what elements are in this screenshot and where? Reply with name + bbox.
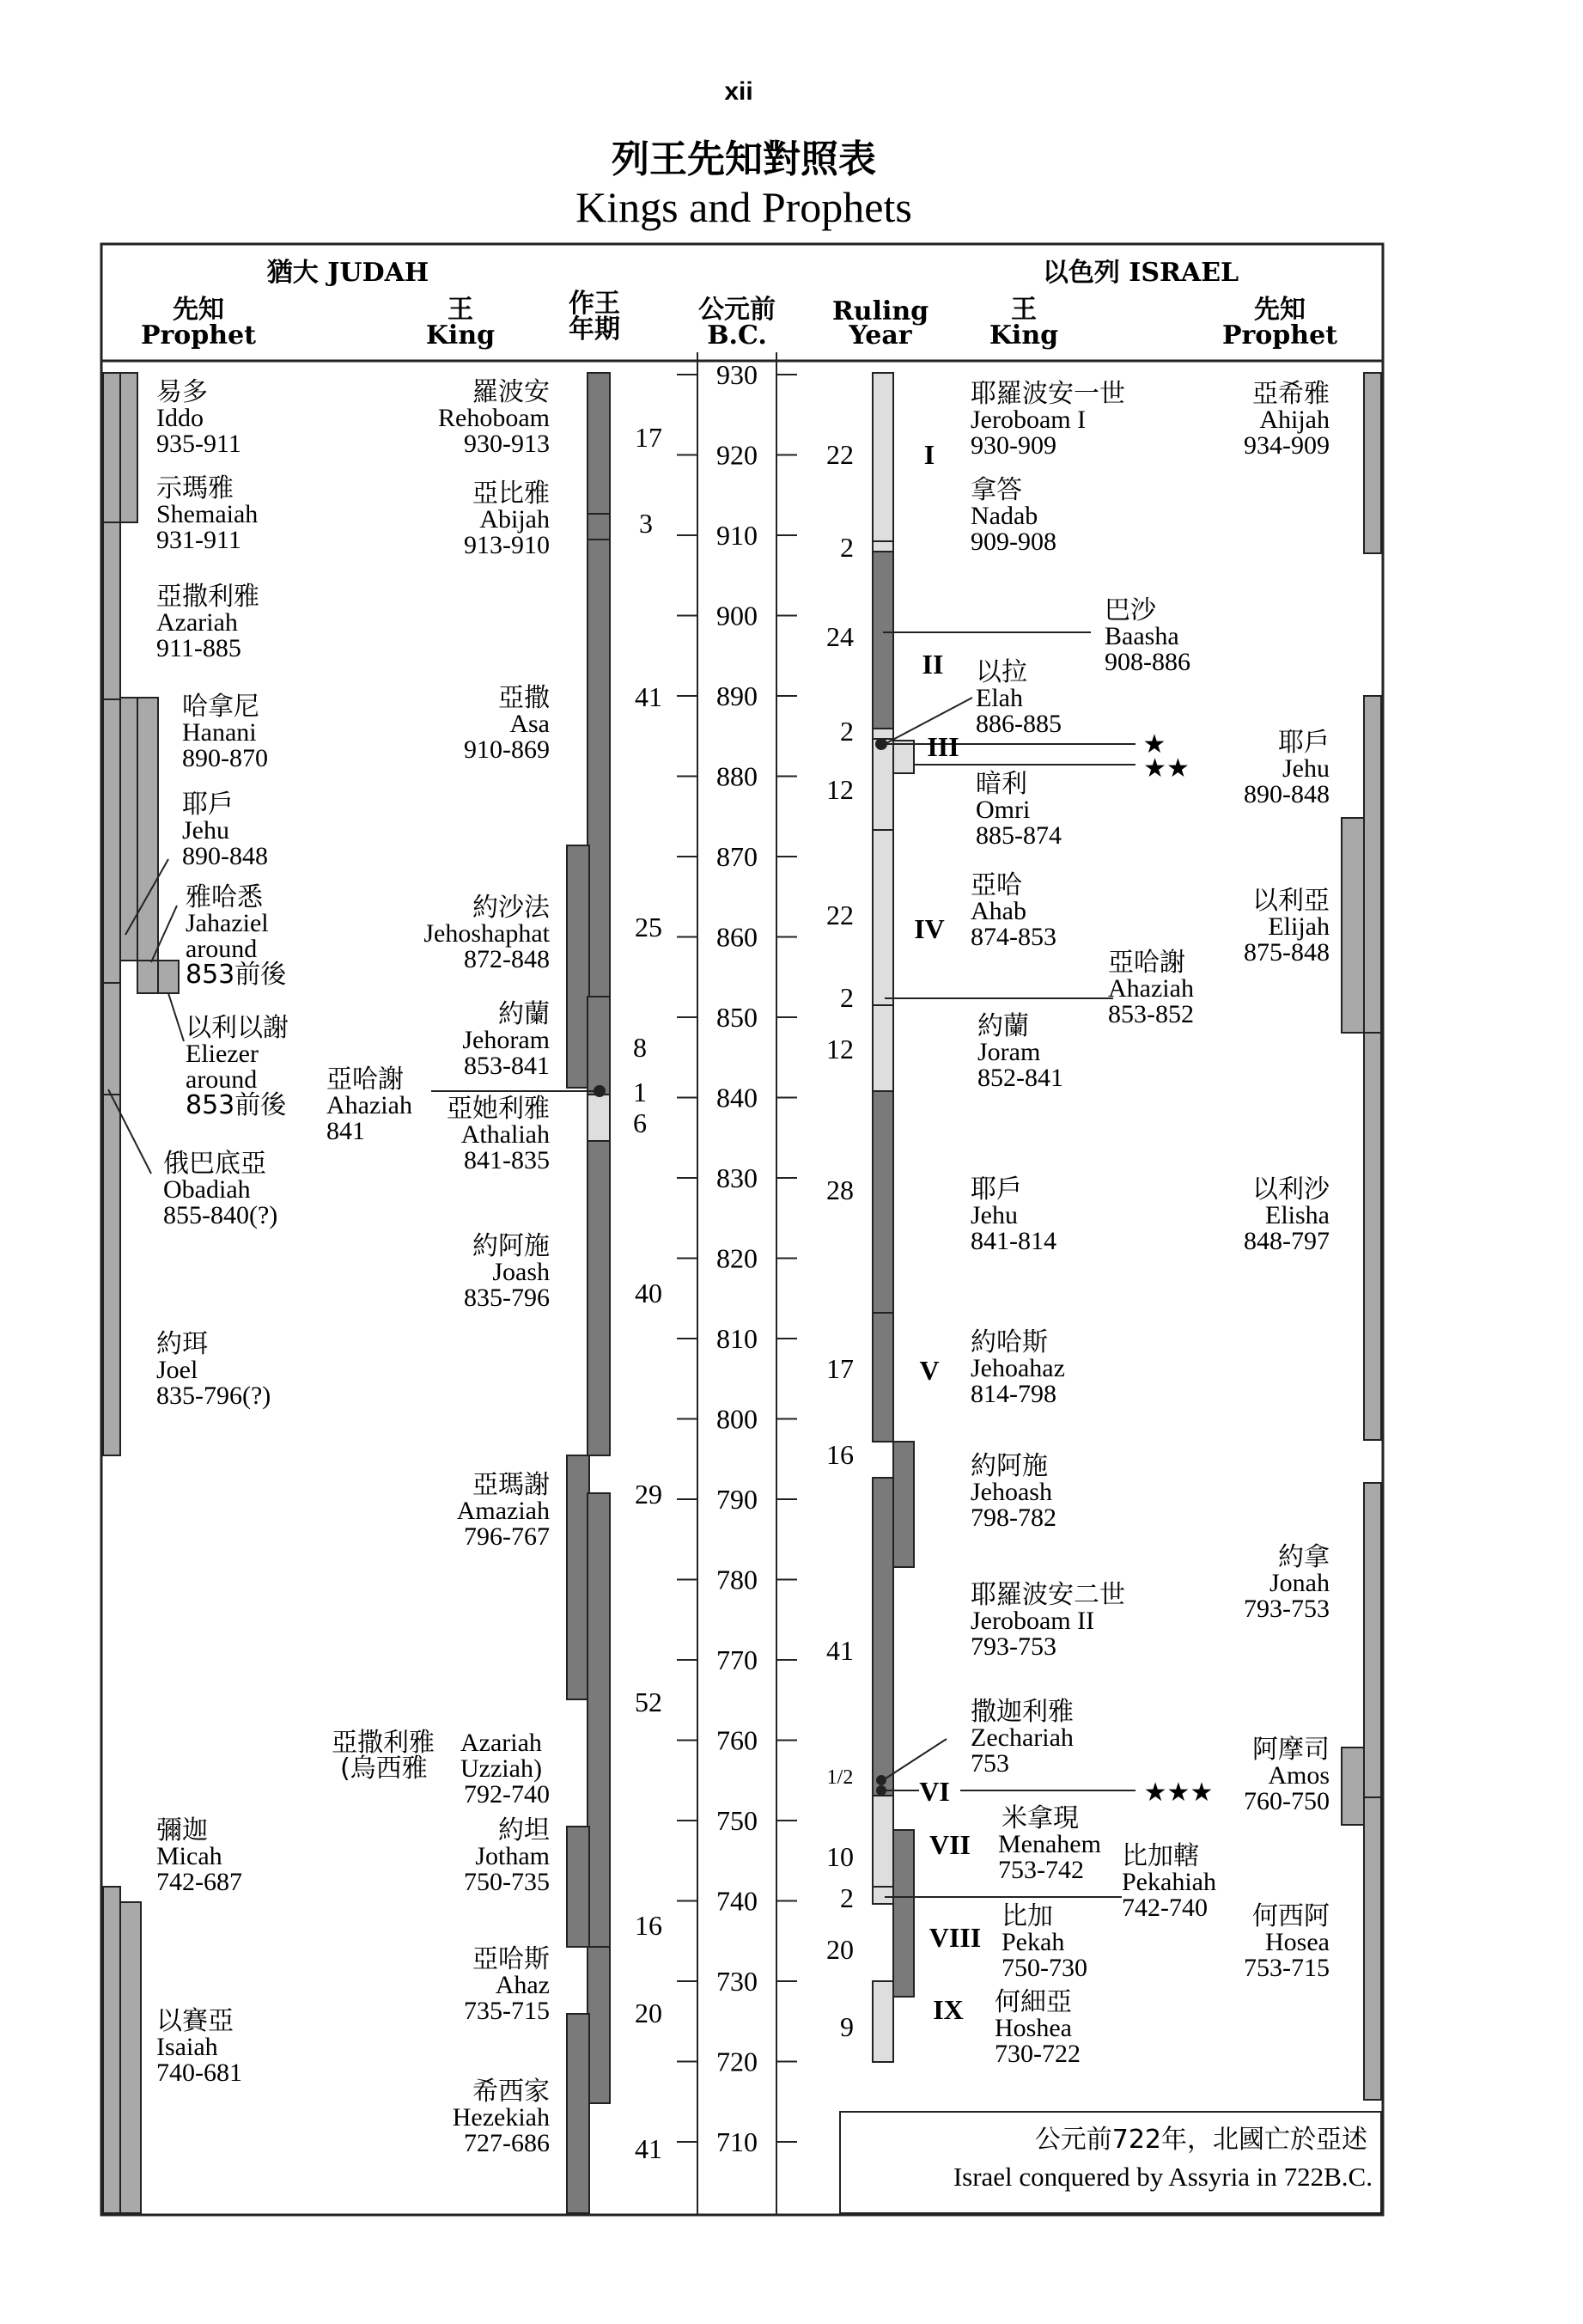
judah-king-header-en: King [425,320,496,351]
israel-king-jehoash: 約阿施 Jehoash 798-782 [971,1451,1056,1532]
israel-ruling-year: 2 [840,982,854,1013]
year-label: 820 [716,1242,758,1274]
israel-ruling-year: 17 [826,1353,854,1384]
israel-prophet-hosea: 何西阿 Hosea 753-715 [1244,1901,1330,1982]
year-label: 740 [716,1885,758,1917]
bc-header-zh: 公元前 [698,295,776,325]
year-label: 890 [716,680,758,711]
israel-prophet-header-en: Prophet [1221,320,1338,351]
dynasty-numeral: VII [928,1829,971,1860]
footer-note-en: Israel conquered by Assyria in 722B.C. [953,2162,1373,2192]
reign-header-2: 年期 [569,314,620,345]
dynasty-numeral: IX [933,1994,964,2025]
judah-header: 猶大 JUDAH [266,258,429,288]
year-label: 770 [716,1644,758,1675]
judah-prophet-isaiah: 以賽亞 Isaiah 740-681 [156,2006,242,2087]
judah-king-joash: 約阿施 Joash 835-796 [464,1231,550,1312]
year-label: 840 [716,1082,758,1113]
israel-king-baasha: 巴沙 Baasha 908-886 [1105,595,1190,676]
judah-king-hezekiah: 希西家 Hezekiah 727-686 [452,2077,550,2157]
star-1: ★ [1142,729,1166,759]
judah-prophet-eliezer: 以利以謝 Eliezer around 853前後 [186,1013,289,1120]
israel-king-bars [873,373,914,2062]
israel-prophet-bars [1342,373,1381,2100]
star-2: ★★ [1143,753,1190,784]
judah-king-uzziah-en: Uzziah) [460,1754,542,1783]
year-axis [697,352,776,2215]
dynasty-numeral: VIII [928,1922,982,1953]
israel-prophet-jehu: 耶戶 Jehu 890-848 [1244,728,1330,808]
israel-prophet-header-zh: 先知 [1254,295,1306,325]
israel-ruling-year: 24 [826,621,854,652]
israel-king-jehu: 耶戶 Jehu 841-814 [971,1174,1056,1255]
israel-ruling-year: 10 [826,1841,854,1872]
judah-king-azariah-en: Azariah [460,1729,542,1757]
year-label: 830 [716,1162,758,1193]
judah-king-uzziah-zh: (烏西雅 [340,1754,428,1784]
dynasty-numeral: IV [914,913,945,944]
judah-king-bars [567,373,610,2213]
judah-reign-year: 8 [633,1032,647,1063]
israel-king-jeroboam-ii: 耶羅波安二世 Jeroboam II 793-753 [971,1580,1125,1661]
year-label: 870 [716,841,758,872]
page-number: xii [724,77,753,106]
year-label: 880 [716,760,758,792]
year-label: 710 [716,2126,758,2157]
israel-ruling-year: 2 [840,532,854,563]
judah-prophet-hanani: 哈拿尼 Hanani 890-870 [182,692,268,772]
israel-king-ahab: 亞哈 Ahab 874-853 [971,870,1056,951]
year-label: 800 [716,1403,758,1435]
star-3: ★★★ [1143,1778,1214,1808]
judah-king-azariah-zh: 亞撒利雅 [332,1728,435,1758]
judah-king-athaliah: 亞她利雅 Athaliah 841-835 [447,1094,550,1174]
judah-king-jehoram: 約蘭 Jehoram 853-841 [462,999,550,1080]
israel-ruling-year: 2 [840,1882,854,1913]
israel-king-header-en: King [989,320,1059,351]
israel-king-zechariah: 撒迦利雅 Zechariah 753 [971,1697,1074,1778]
year-label: 750 [716,1805,758,1836]
israel-king-hoshea: 何細亞 Hoshea 730-722 [995,1987,1081,2068]
israel-king-jehoahaz: 約哈斯 Jehoahaz 814-798 [971,1327,1065,1408]
judah-king-rehoboam: 羅波安 Rehoboam 930-913 [438,377,550,458]
year-label: 910 [716,520,758,551]
israel-ruling-year: 12 [826,774,854,805]
israel-king-omri: 暗利 Omri 885-874 [976,769,1062,850]
israel-ruling-year: 28 [826,1174,854,1205]
israel-ruling-year: 41 [826,1635,854,1666]
dynasty-numeral: II [922,649,944,680]
judah-king-abijah: 亞比雅 Abijah 913-910 [464,479,550,559]
israel-prophet-ahijah: 亞希雅 Ahijah 934-909 [1244,379,1330,460]
israel-king-jeroboam-i: 耶羅波安一世 Jeroboam I 930-909 [971,379,1125,460]
year-label: 900 [716,600,758,631]
israel-prophet-jonah: 約拿 Jonah 793-753 [1244,1542,1330,1623]
israel-ruling-year: 22 [826,900,854,930]
judah-prophet-obadiah: 俄巴底亞 Obadiah 855-840(?) [163,1149,278,1229]
dynasty-numeral: VI [919,1776,950,1807]
judah-king-header-zh: 王 [448,295,473,325]
judah-prophet-shemaiah: 示瑪雅 Shemaiah 931-911 [156,473,259,554]
ruling-header-2: Year [849,320,912,351]
year-label: 810 [716,1323,758,1354]
year-label: 860 [716,921,758,953]
judah-king-azariah-dates: 792-740 [464,1780,550,1809]
judah-king-ahaziah: 亞哈謝 Ahaziah 841 [326,1064,412,1145]
judah-prophet-jahaziel: 雅哈悉 Jahaziel around 853前後 [186,882,287,990]
israel-ruling-year: 12 [826,1034,854,1064]
year-label: 850 [716,1002,758,1033]
judah-prophet-iddo: 易多 Iddo 935-911 [156,377,241,458]
year-label: 790 [716,1484,758,1515]
judah-king-jotham: 約坦 Jotham 750-735 [464,1815,550,1896]
israel-ruling-year: 22 [826,439,854,470]
israel-ruling-year: 20 [826,1934,854,1965]
ruling-header-1: Ruling [831,296,929,326]
year-label: 930 [716,359,758,390]
year-label: 720 [716,2046,758,2077]
israel-king-ahaziah: 亞哈謝 Ahaziah 853-852 [1108,948,1194,1028]
judah-king-ahaz: 亞哈斯 Ahaz 735-715 [464,1944,550,2025]
judah-reign-year: 6 [633,1107,647,1138]
reign-header-1: 作王 [569,289,620,319]
judah-reign-year: 29 [635,1479,662,1510]
judah-prophet-micah: 彌迦 Micah 742-687 [156,1815,242,1896]
judah-reign-year: 25 [635,912,662,942]
israel-ruling-year: 9 [840,2011,854,2042]
judah-prophet-jehu: 耶戶 Jehu 890-848 [182,790,268,870]
title-en: Kings and Prophets [575,183,912,231]
judah-reign-year: 20 [635,1998,662,2028]
israel-prophet-elisha: 以利沙 Elisha 848-797 [1244,1174,1330,1255]
year-label: 730 [716,1966,758,1997]
israel-header: 以色列 ISRAEL [1042,258,1239,288]
year-label: 780 [716,1564,758,1595]
judah-reign-year: 52 [635,1687,662,1717]
dynasty-numeral: III [927,731,959,762]
israel-ruling-year: 16 [826,1439,854,1470]
judah-prophet-azariah: 亞撒利雅 Azariah 911-885 [156,582,259,662]
dynasty-numeral: V [919,1355,940,1386]
judah-reign-year: 1 [633,1077,647,1107]
judah-king-amaziah: 亞瑪謝 Amaziah 796-767 [456,1470,550,1551]
dynasty-numeral: I [923,439,935,470]
judah-reign-year: 16 [635,1910,662,1941]
judah-reign-year: 17 [635,422,662,453]
judah-prophet-header-en: Prophet [140,320,257,351]
judah-king-jehoshaphat: 約沙法 Jehoshaphat 872-848 [423,893,550,973]
israel-king-pekah: 比加 Pekah 750-730 [1002,1901,1087,1982]
judah-reign-year: 40 [635,1278,662,1308]
footer-note-zh: 公元前722年，北國亡於亞述 [1034,2125,1367,2155]
bc-header-en: B.C. [707,320,767,351]
israel-prophet-amos: 阿摩司 Amos 760-750 [1244,1735,1330,1815]
title-zh: 列王先知對照表 [612,137,876,181]
israel-prophet-elijah: 以利亞 Elijah 875-848 [1244,886,1330,967]
judah-prophet-header-zh: 先知 [173,295,224,325]
judah-reign-year: 41 [635,681,662,712]
israel-king-header-zh: 王 [1011,295,1037,325]
judah-reign-year: 3 [639,508,653,539]
year-label: 920 [716,439,758,471]
judah-prophet-joel: 約珥 Joel 835-796(?) [156,1329,271,1410]
israel-ruling-year: 2 [840,716,854,747]
israel-king-pekahiah: 比加轄 Pekahiah 742-740 [1122,1841,1216,1922]
year-label: 760 [716,1724,758,1756]
israel-ruling-year: 1/2 [826,1766,854,1789]
israel-king-joram: 約蘭 Joram 852-841 [977,1011,1063,1092]
judah-king-asa: 亞撒 Asa 910-869 [464,683,550,764]
israel-king-elah: 以拉 Elah 886-885 [976,657,1062,738]
judah-reign-year: 41 [635,2133,662,2164]
israel-king-nadab: 拿答 Nadab 909-908 [971,475,1056,556]
israel-king-menahem: 米拿現 Menahem 753-742 [998,1803,1101,1884]
